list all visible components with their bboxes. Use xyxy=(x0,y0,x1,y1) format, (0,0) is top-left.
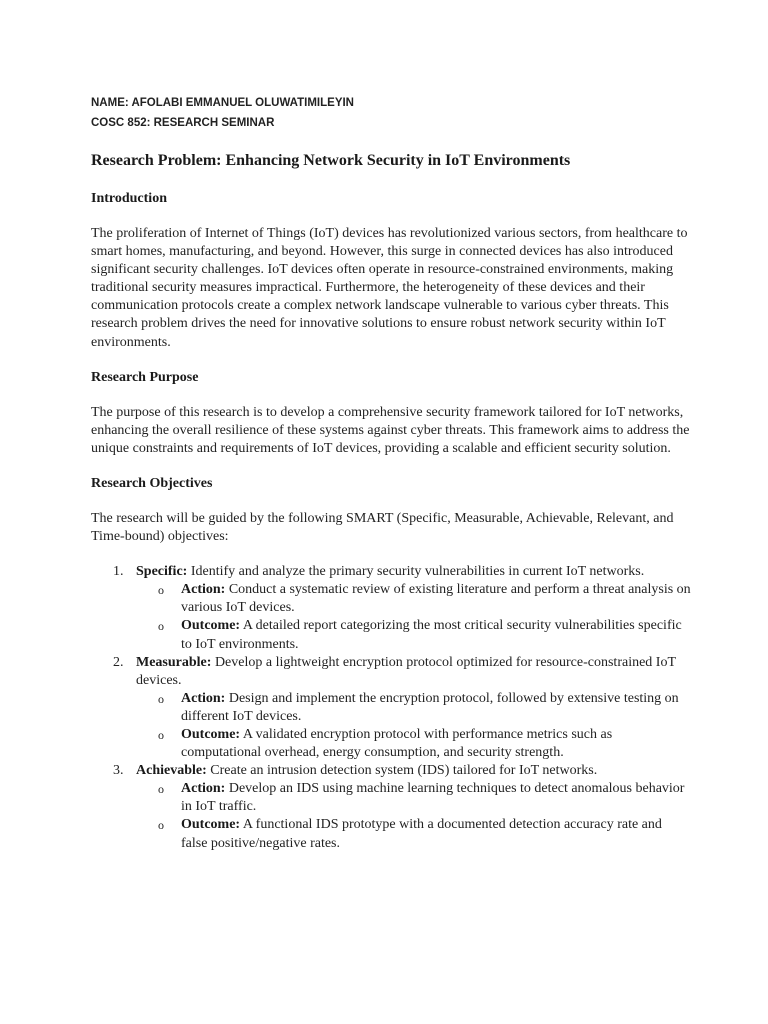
objective-sublist xyxy=(136,780,691,852)
action-text: Develop an IDS using machine learning techniques to detect anomalous behavior in IoT traffic. xyxy=(181,781,685,815)
list-number: 1. xyxy=(113,564,124,580)
outcome-label: Outcome: xyxy=(181,726,241,742)
list-number: 2. xyxy=(113,654,124,670)
objective-item xyxy=(91,762,691,852)
outcome-text: A validated encryption protocol with performance metrics such as computational overhead, energy consumption, and security strength. xyxy=(181,726,613,761)
circle-bullet-icon: o xyxy=(158,619,164,634)
objective-item xyxy=(91,654,691,763)
circle-bullet-icon: o xyxy=(158,782,164,797)
outcome-item xyxy=(136,617,691,653)
course-title: COSC 852: RESEARCH SEMINAR xyxy=(91,117,275,129)
objective-item xyxy=(91,563,691,653)
introduction-heading: Introduction xyxy=(91,191,167,206)
objective-sublist xyxy=(136,690,691,762)
outcome-item xyxy=(136,726,691,762)
action-item xyxy=(136,581,691,617)
author-name: NAME: AFOLABI EMMANUEL OLUWATIMILEYIN xyxy=(91,97,354,109)
action-item xyxy=(136,690,691,726)
objective-text: Identify and analyze the primary security vulnerabilities in current IoT networks. xyxy=(187,564,645,580)
objective-label: Achievable: xyxy=(136,763,207,779)
action-text: Conduct a systematic review of existing literature and perform a threat analysis on various IoT devices. xyxy=(181,582,691,616)
objective-text: Create an intrusion detection system (IDS) tailored for IoT networks. xyxy=(206,763,598,779)
list-number: 3. xyxy=(113,763,124,779)
circle-bullet-icon: o xyxy=(158,727,164,742)
outcome-label: Outcome: xyxy=(181,618,241,634)
document-title: Research Problem: Enhancing Network Security in IoT Environments xyxy=(91,152,571,169)
objective-text: Develop a lightweight encryption protocol optimized for resource-constrained IoT devices. xyxy=(136,654,676,688)
document-page xyxy=(91,93,691,853)
objective-label: Measurable: xyxy=(136,654,212,670)
objectives-intro: The research will be guided by the following SMART (Specific, Measurable, Achievable, Relevant, and Time-bound) objectives: xyxy=(91,510,674,545)
circle-bullet-icon: o xyxy=(158,691,164,706)
action-item xyxy=(136,780,691,816)
action-label: Action: xyxy=(181,690,226,706)
purpose-heading: Research Purpose xyxy=(91,369,199,385)
purpose-paragraph: The purpose of this research is to develop a comprehensive security framework tailored for IoT networks, enhancing the overall resilience of these systems against cyber threats. This framework aims to address the unique constraints and requirements of IoT devices, providing a scalable and efficient security solution. xyxy=(91,404,690,456)
outcome-item xyxy=(136,816,691,852)
circle-bullet-icon: o xyxy=(158,583,164,598)
outcome-label: Outcome: xyxy=(181,817,241,833)
outcome-text: A functional IDS prototype with a documented detection accuracy rate and false positive/negative rates. xyxy=(181,817,662,851)
outcome-text: A detailed report categorizing the most critical security vulnerabilities specific to IoT environments. xyxy=(181,618,682,652)
action-label: Action: xyxy=(181,582,226,598)
objective-label: Specific: xyxy=(136,564,188,580)
objectives-heading: Research Objectives xyxy=(91,475,213,491)
circle-bullet-icon: o xyxy=(158,818,164,833)
introduction-paragraph: The proliferation of Internet of Things (IoT) devices has revolutionized various sectors, from healthcare to smart homes, manufacturing, and beyond. However, this surge in connected devices has also introduced significant security challenges. IoT devices often operate in resource-constrained environments, making traditional security measures impractical. Furthermore, the heterogeneity of these devices and their communication protocols create a complex network landscape vulnerable to various cyber threats. This research problem drives the need for innovative solutions to ensure robust network security within IoT environments. xyxy=(91,226,688,350)
action-text: Design and implement the encryption protocol, followed by extensive testing on different IoT devices. xyxy=(181,690,679,724)
objectives-list xyxy=(91,563,691,853)
objective-sublist xyxy=(136,581,691,653)
action-label: Action: xyxy=(181,781,226,797)
